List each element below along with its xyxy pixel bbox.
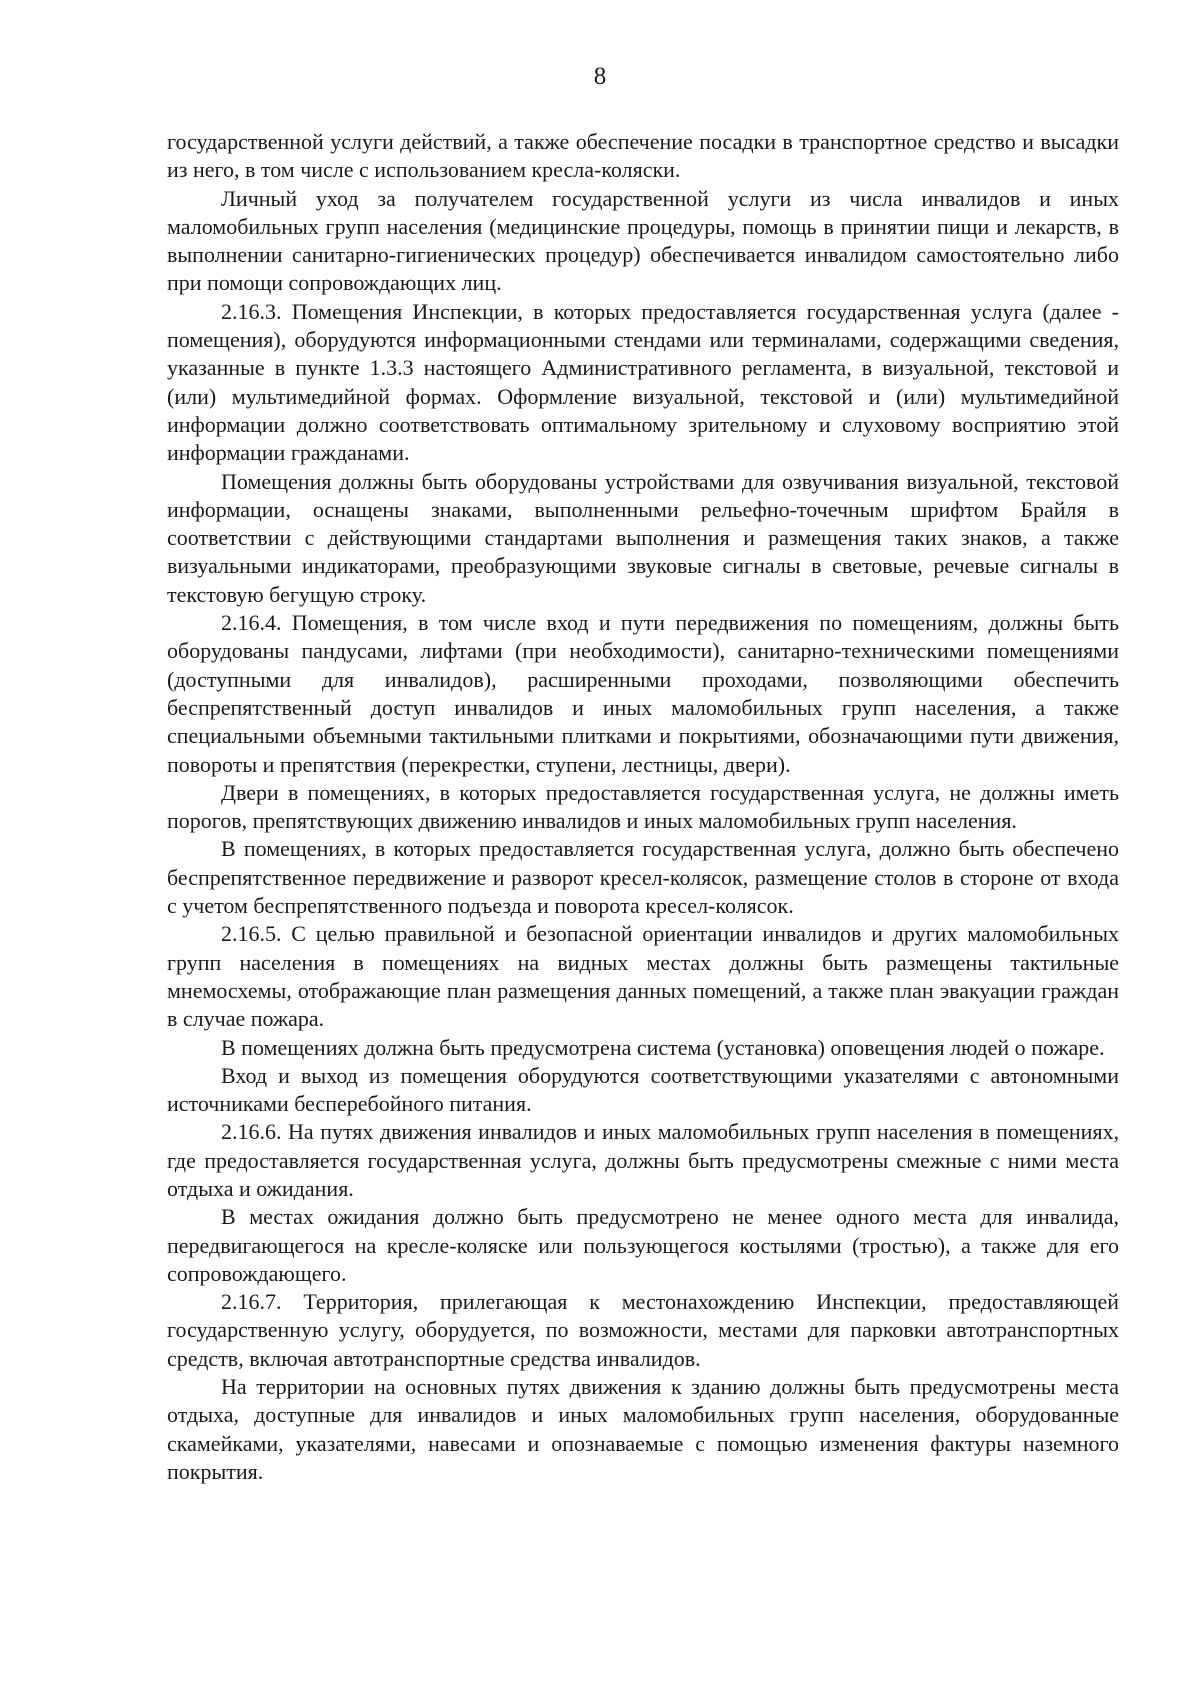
paragraph-4: Помещения должны быть оборудованы устройствами для озвучивания визуальной, текстовой информации, оснащены знаками, выполненными рельефно-точечным шрифтом Брайля в соответствии с действующими стандартами выполнения и размещения таких знаков, а также визуальными индикаторами, преобразующими звуковые сигналы в световые, речевые сигналы в текстовую бегущую строку.: [167, 468, 1119, 607]
paragraph-9: В помещениях должна быть предусмотрена система (установка) оповещения людей о пожаре.: [221, 1034, 1105, 1060]
paragraph-10: Вход и выход из помещения оборудуются соответствующими указателями с автономными источниками бесперебойного питания.: [167, 1062, 1119, 1117]
paragraph-14: На территории на основных путях движения к зданию должны быть предусмотрены места отдыха, доступные для инвалидов и иных маломобильных групп населения, оборудованные скамейками, указателями, навесами и опознаваемые с помощью изменения фактуры наземного покрытия.: [167, 1374, 1119, 1484]
paragraph-2: Личный уход за получателем государственной услуги из числа инвалидов и иных маломобильных групп населения (медицинские процедуры, помощь в принятии пищи и лекарств, в выполнении санитарно-гигиенических процедур) обеспечивается инвалидом самостоятельно либо при помощи сопровождающих лиц.: [167, 185, 1119, 296]
paragraph-7: В помещениях, в которых предоставляется государственная услуга, должно быть обеспечено беспрепятственное передвижение и разворот кресел-колясок, размещение столов в стороне от входа с учетом беспрепятственного подъезда и поворота кресел-колясок.: [167, 836, 1119, 919]
paragraph-8: 2.16.5. С целью правильной и безопасной ориентации инвалидов и других маломобильных групп населения в помещениях на видных местах должны быть размещены тактильные мнемосхемы, отображающие план размещения данных помещений, а также план эвакуации граждан в случае пожара.: [167, 921, 1119, 1032]
paragraph-6: Двери в помещениях, в которых предоставляется государственная услуга, не должны иметь порогов, препятствующих движению инвалидов и иных маломобильных групп населения.: [167, 779, 1119, 834]
paragraph-5: 2.16.4. Помещения, в том числе вход и пути передвижения по помещениям, должны быть оборудованы пандусами, лифтами (при необходимости), санитарно-техническими помещениями (доступными для инвалидов), расширенными проходами, позволяющими обеспечить беспрепятственный доступ инвалидов и иных маломобильных групп населения, а также специальными объемными тактильными плитками и покрытиями, обозначающими пути движения, повороты и препятствия (перекрестки, ступени, лестницы, двери).: [167, 610, 1119, 777]
paragraph-1: государственной услуги действий, а также обеспечение посадки в транспортное средство и высадки из него, в том числе с использованием кресла-коляски.: [167, 129, 1119, 183]
paragraph-3: 2.16.3. Помещения Инспекции, в которых предоставляется государственная услуга (далее - помещения), оборудуются информационными стендами или терминалами, содержащими сведения, указанные в пункте 1.3.3 настоящего Административного регламента, в визуальной, текстовой и (или) мультимедийной формах. Оформление визуальной, текстовой и (или) мультимедийной информации должно соответствовать оптимальному зрительному и слуховому восприятию этой информации гражданами.: [167, 298, 1119, 466]
paragraph-13: 2.16.7. Территория, прилегающая к местонахождению Инспекции, предоставляющей государственную услугу, оборудуется, по возможности, местами для парковки автотранспортных средств, включая автотранспортные средства инвалидов.: [167, 1289, 1119, 1371]
document-body: [167, 128, 1119, 1486]
page-number: 8: [593, 63, 607, 90]
paragraph-11: 2.16.6. На путях движения инвалидов и иных маломобильных групп населения в помещениях, где предоставляется государственная услуга, должны быть предусмотрены смежные с ними места отдыха и ожидания.: [167, 1119, 1119, 1201]
paragraph-12: В местах ожидания должно быть предусмотрено не менее одного места для инвалида, передвигающегося на кресле-коляске или пользующегося костылями (тростью), а также для его сопровождающего.: [167, 1204, 1119, 1286]
